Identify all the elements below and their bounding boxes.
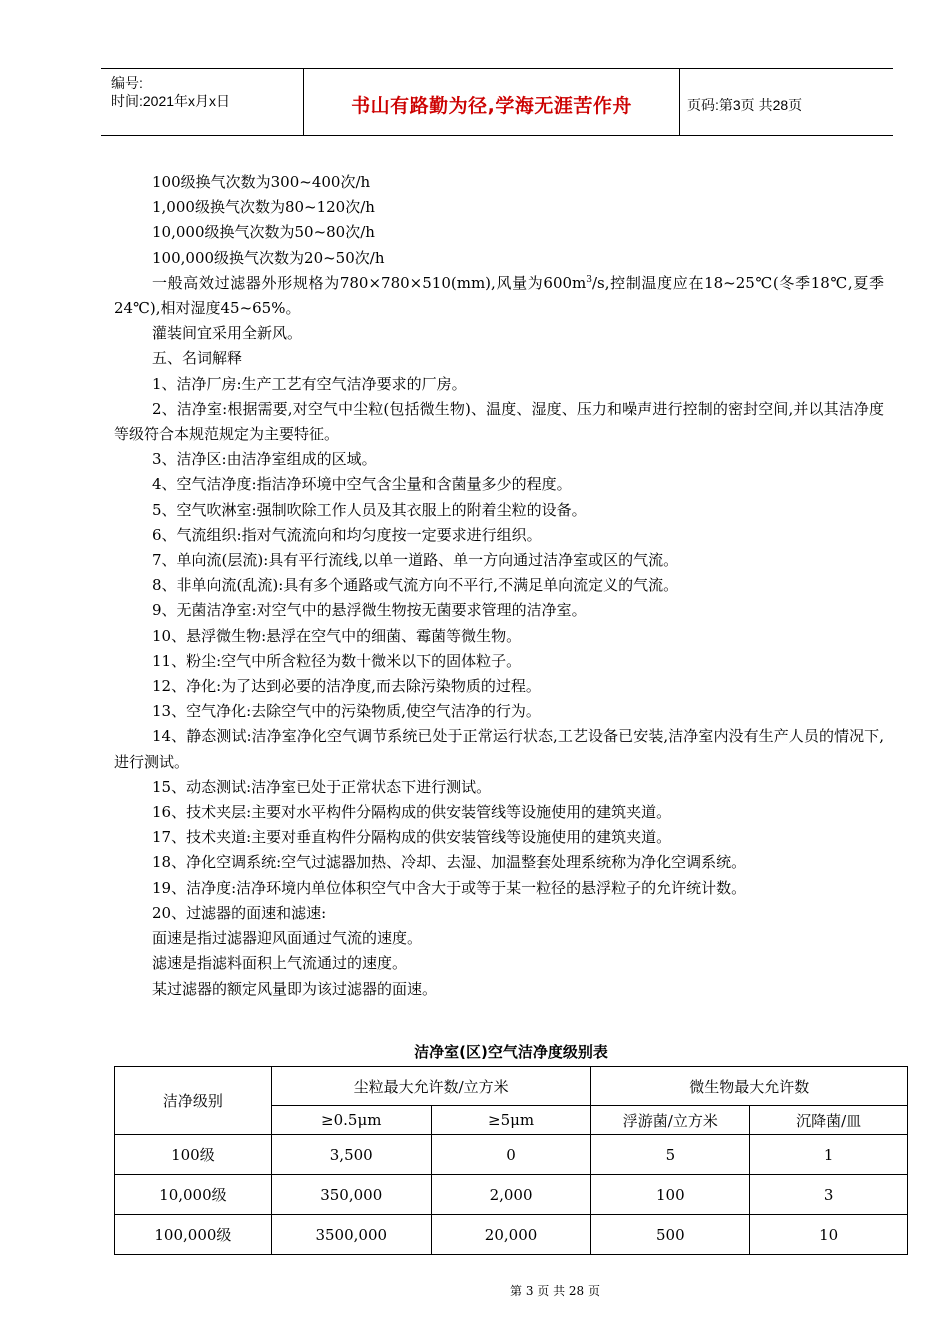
table-row xyxy=(115,1135,908,1175)
definition-item: 14、静态测试:洁净室净化空气调节系统已处于正常运行状态,工艺设备已安装,洁净室内没有生产人员的情况下,进行测试。 xyxy=(114,727,884,771)
document-time-label: 时间:2021年x月x日 xyxy=(111,93,231,109)
table-cell: 100 xyxy=(591,1175,750,1215)
air-change-line: 100级换气次数为300~400次/h xyxy=(152,173,371,191)
definition-item: 16、技术夹层:主要对水平构件分隔构成的供安装管线等设施使用的建筑夹道。 xyxy=(152,803,672,822)
definition-item: 7、单向流(层流):具有平行流线,以单一道路、单一方向通过洁净室或区的气流。 xyxy=(152,551,679,570)
header-page-number: 页码:第3页 共28页 xyxy=(687,97,803,113)
subheader-cell: 沉降菌/皿 xyxy=(750,1106,908,1135)
table-row xyxy=(115,1175,908,1215)
header-motto: 书山有路勤为径,学海无涯苦作舟 xyxy=(351,95,632,117)
subheader-cell: ≥5μm xyxy=(431,1106,591,1135)
definition-item: 15、动态测试:洁净室已处于正常状态下进行测试。 xyxy=(152,777,492,796)
paragraph: 滤速是指滤料面积上气流通过的速度。 xyxy=(152,954,408,973)
table-cell: 0 xyxy=(431,1135,591,1175)
definition-item: 11、粉尘:空气中所含粒径为数十微米以下的固体粒子。 xyxy=(152,651,522,670)
table-cell: 20,000 xyxy=(431,1215,591,1255)
document-number-label: 编号: xyxy=(111,75,143,91)
definition-item: 20、过滤器的面速和滤速: xyxy=(152,903,327,922)
filter-spec-paragraph xyxy=(114,271,884,321)
filter-spec-text-rest: /s,控制温度应在18~25℃(冬季18℃,夏季24℃),相对湿度45~65%。 xyxy=(114,273,884,318)
subheader-cell: 浮游菌/立方米 xyxy=(591,1106,750,1135)
table-cell: 1 xyxy=(750,1135,908,1175)
page-header xyxy=(101,68,893,136)
table-cell: 100,000级 xyxy=(115,1215,272,1255)
table-cell: 350,000 xyxy=(271,1175,431,1215)
definition-item: 19、洁净度:洁净环境内单位体积空气中含大于或等于某一粒径的悬浮粒子的允许统计数。 xyxy=(152,878,747,897)
air-change-line: 10,000级换气次数为50~80次/h xyxy=(152,223,375,242)
definition-item: 4、空气洁净度:指洁净环境中空气含尘量和含菌量多少的程度。 xyxy=(152,475,572,494)
table-cell: 5 xyxy=(591,1135,750,1175)
table-cell: 500 xyxy=(591,1215,750,1255)
header-meta-cell xyxy=(101,69,303,135)
definition-item: 8、非单向流(乱流):具有多个通路或气流方向不平行,不满足单向流定义的气流。 xyxy=(152,576,679,595)
paragraph: 某过滤器的额定风量即为该过滤器的面速。 xyxy=(152,979,438,998)
page-footer: 第 3 页 共 28 页 xyxy=(510,1284,600,1298)
document-body xyxy=(114,170,884,1002)
filter-spec-text: 一般高效过滤器外形规格为780×780×510(mm),风量为600m xyxy=(152,273,587,292)
paragraph: 灌装间宜采用全新风。 xyxy=(152,324,303,343)
definition-item: 13、空气净化:去除空气中的污染物质,使空气洁净的行为。 xyxy=(152,702,541,721)
header-motto-cell xyxy=(303,69,680,135)
air-change-line: 1,000级换气次数为80~120次/h xyxy=(152,198,375,217)
definition-item: 3、洁净区:由洁净室组成的区域。 xyxy=(152,450,377,469)
section-heading: 五、名词解释 xyxy=(152,349,243,368)
table-cell: 3 xyxy=(750,1175,908,1215)
definition-item: 6、气流组织:指对气流流向和均匀度按一定要求进行组织。 xyxy=(152,525,542,544)
table-cell: 3500,000 xyxy=(271,1215,431,1255)
table-row xyxy=(115,1215,908,1255)
definition-item: 17、技术夹道:主要对垂直构件分隔构成的供安装管线等设施使用的建筑夹道。 xyxy=(152,828,672,847)
table-cell: 3,500 xyxy=(271,1135,431,1175)
header-grade: 洁净级别 xyxy=(115,1067,272,1135)
table-header-row xyxy=(115,1067,908,1106)
paragraph: 面速是指过滤器迎风面通过气流的速度。 xyxy=(152,929,423,948)
table-caption: 洁净室(区)空气洁净度级别表 xyxy=(414,1043,608,1061)
table-cell: 10,000级 xyxy=(115,1175,272,1215)
air-change-line: 100,000级换气次数为20~50次/h xyxy=(152,248,385,267)
filter-spec-superscript: 3 xyxy=(586,274,592,285)
definition-item: 1、洁净厂房:生产工艺有空气洁净要求的厂房。 xyxy=(152,374,467,393)
definition-item: 10、悬浮微生物:悬浮在空气中的细菌、霉菌等微生物。 xyxy=(152,626,522,645)
table-cell: 100级 xyxy=(115,1135,272,1175)
definition-item: 18、净化空调系统:空气过滤器加热、冷却、去湿、加温整套处理系统称为净化空调系统。 xyxy=(152,853,747,872)
table-cell: 2,000 xyxy=(431,1175,591,1215)
cleanliness-grade-table xyxy=(114,1066,908,1255)
table-cell: 10 xyxy=(750,1215,908,1255)
definition-item: 9、无菌洁净室:对空气中的悬浮微生物按无菌要求管理的洁净室。 xyxy=(152,601,587,620)
definition-item: 5、空气吹淋室:强制吹除工作人员及其衣服上的附着尘粒的设备。 xyxy=(152,500,587,519)
subheader-cell: ≥0.5μm xyxy=(271,1106,431,1135)
definition-item: 2、洁净室:根据需要,对空气中尘粒(包括微生物)、温度、湿度、压力和噪声进行控制的密封空间,并以其洁净度等级符合本规范规定为主要特征。 xyxy=(114,399,884,444)
header-microbe-group: 微生物最大允许数 xyxy=(591,1067,908,1106)
header-dust-group: 尘粒最大允许数/立方米 xyxy=(271,1067,591,1106)
definition-item: 12、净化:为了达到必要的洁净度,而去除污染物质的过程。 xyxy=(152,677,541,696)
header-page-cell xyxy=(679,69,893,135)
